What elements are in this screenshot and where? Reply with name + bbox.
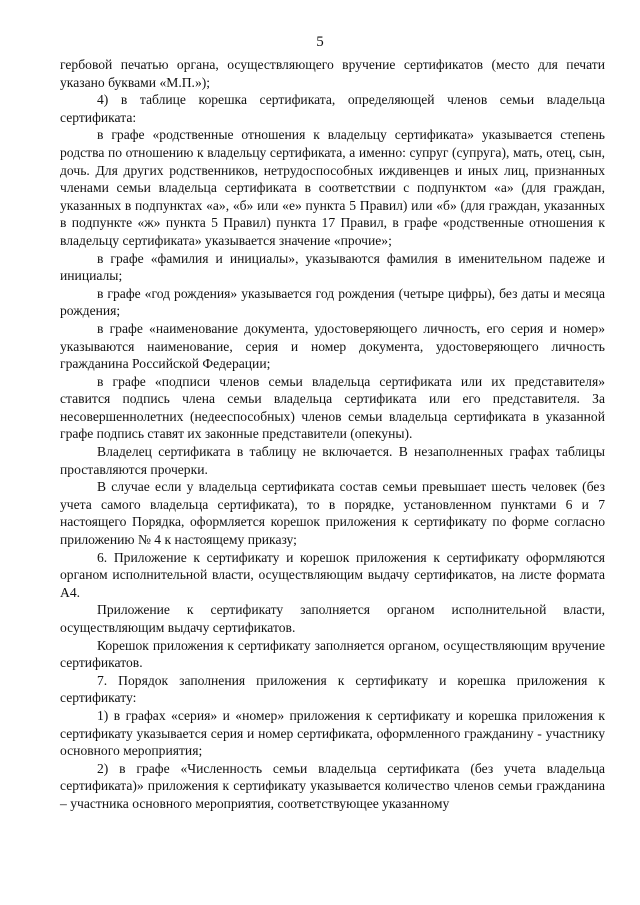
- paragraph: в графе «фамилия и инициалы», указываются фамилия в именительном падеже и инициалы;: [60, 250, 605, 284]
- paragraph: в графе «подписи членов семьи владельца сертификата или их представителя» ставится подпись члена семьи владельца сертификата или его представителя. За несовершеннолетних (недееспособных) членов семьи владельца сертификата в указанной графе подпись ставят их законные представители (опекуны).: [60, 373, 605, 442]
- paragraph: В случае если у владельца сертификата состав семьи превышает шесть человек (без учета самого владельца сертификата), то в порядке, установленном пунктами 6 и 7 настоящего Порядка, оформляется корешок приложения к сертификату по форме согласно приложению № 4 к настоящему приказу;: [60, 479, 605, 548]
- page-number: 5: [316, 34, 324, 50]
- paragraph: в графе «наименование документа, удостоверяющего личность, его серия и номер» указываются наименование, серия и номер документа, удостоверяющего личность гражданина Российской Федерации;: [60, 320, 605, 372]
- paragraph: 4) в таблице корешка сертификата, определяющей членов семьи владельца сертификата:: [60, 92, 605, 125]
- paragraph: в графе «год рождения» указывается год рождения (четыре цифры), без даты и месяца рождения;: [60, 285, 605, 319]
- paragraph: 7. Порядок заполнения приложения к сертификату и корешка приложения к сертификату:: [60, 672, 605, 706]
- paragraph: в графе «родственные отношения к владельцу сертификата» указывается степень родства по отношению к владельцу сертификата, а именно: супруг (супруга), мать, отец, сын, дочь. Для других родственников, нетрудоспособных иждивенцев и иных лиц, признанных членами семьи владельца сертификата в соответствии с подпунктом «а» (для граждан, указанных в подпунктах «а», «б» или «е» пункта 5 Правил) или «б» (для граждан, указанных в подпункте «ж» пункта 5 Правил) пункта 17 Правил, в графе «родственные отношения к владельцу сертификата» указывается значение «прочие»;: [60, 127, 605, 248]
- paragraph: 2) в графе «Численность семьи владельца сертификата (без учета владельца сертификата)» приложения к сертификату указывается количество членов семьи гражданина – участника основного мероприятия, соответствующее указанному: [60, 760, 605, 811]
- paragraph: гербовой печатью органа, осуществляющего вручение сертификатов (место для печати указано буквами «М.П.»);: [60, 57, 605, 90]
- paragraph: 1) в графах «серия» и «номер» приложения к сертификату и корешка приложения к сертификату указывается серия и номер сертификата, оформленного гражданину - участнику основного мероприятия;: [60, 707, 605, 759]
- paragraph: 6. Приложение к сертификату и корешок приложения к сертификату оформляются органом исполнительной власти, осуществляющим выдачу сертификатов, на листе формата А4.: [60, 549, 605, 600]
- paragraph: Приложение к сертификату заполняется органом исполнительной власти, осуществляющим выдачу сертификатов.: [60, 602, 605, 635]
- document-body: [60, 56, 605, 813]
- paragraph: Владелец сертификата в таблицу не включается. В незаполненных графах таблицы проставляются прочерки.: [60, 444, 605, 477]
- paragraph: Корешок приложения к сертификату заполняется органом, осуществляющим вручение сертификатов.: [60, 637, 605, 671]
